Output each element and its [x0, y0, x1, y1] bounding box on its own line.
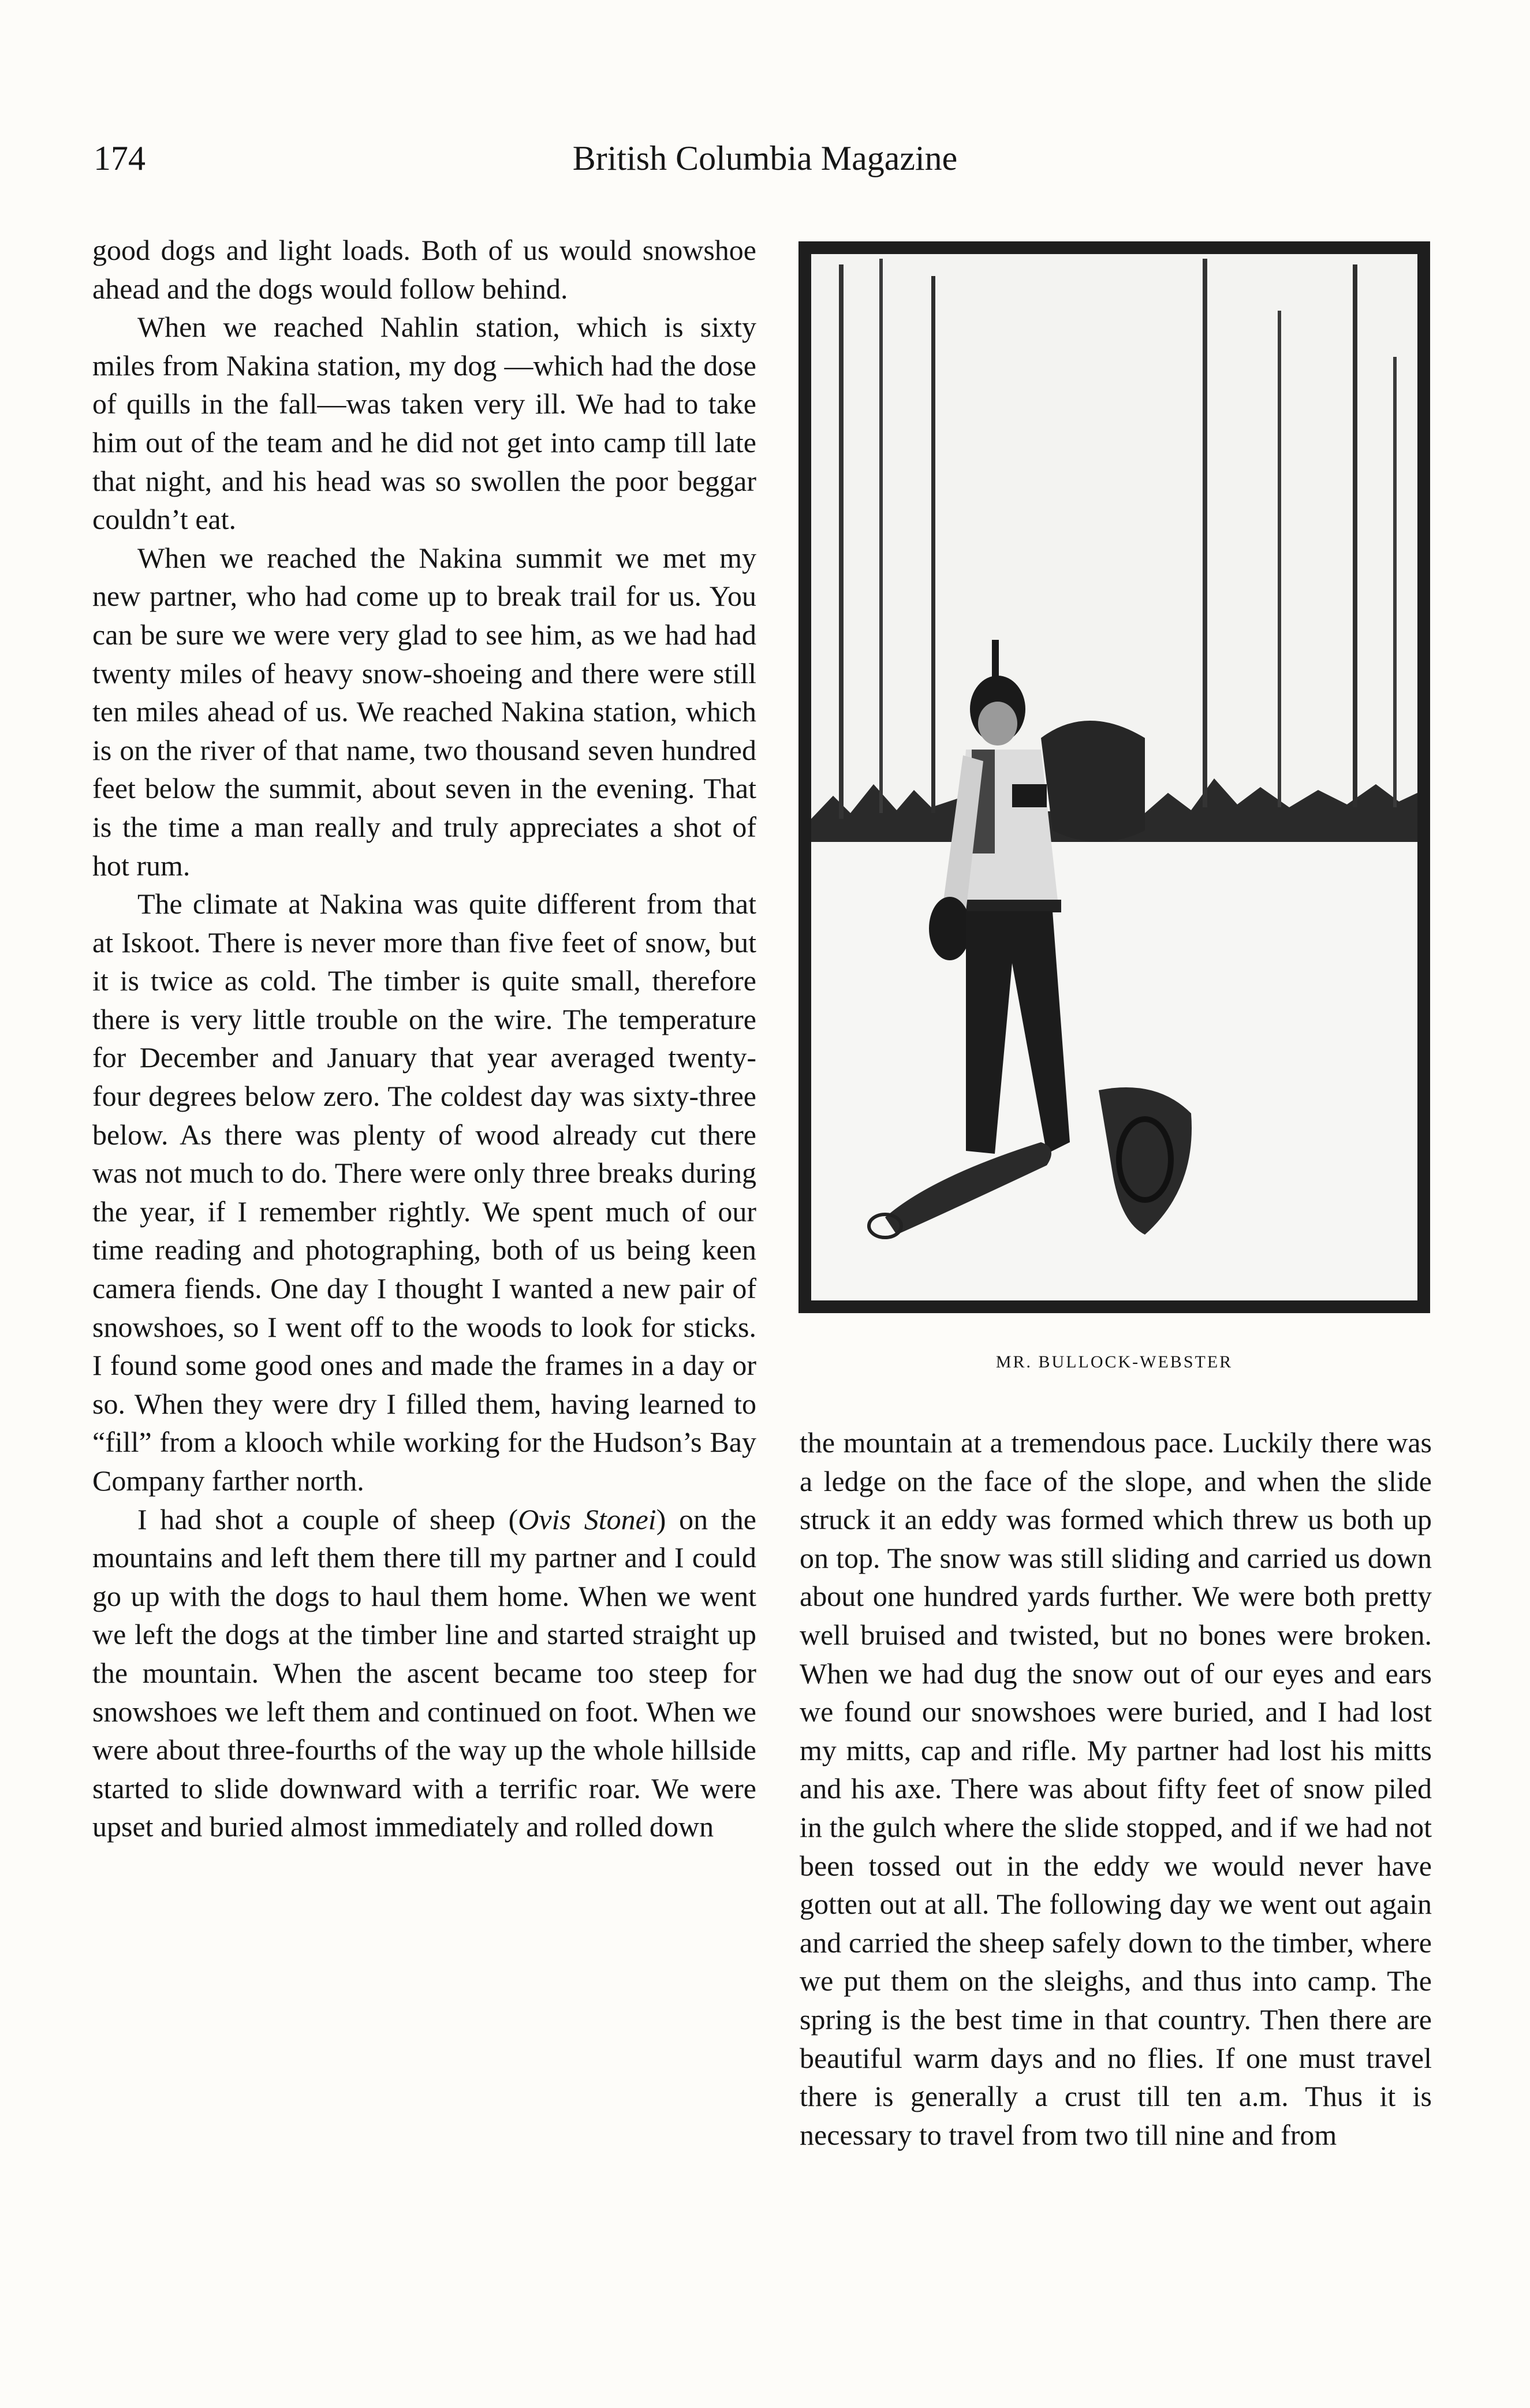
text-run: I had shot a couple of sheep ( [137, 1503, 518, 1535]
paragraph [92, 1500, 756, 1846]
photo-caption: MR. BULLOCK-WEBSTER [995, 1352, 1233, 1371]
species-name: Ovis Stonei [518, 1503, 656, 1535]
right-column [800, 1423, 1432, 2154]
photograph [798, 241, 1430, 1313]
paragraph: good dogs and light loads. Both of us would snowshoe ahead and the dogs would follow behind. [92, 234, 756, 305]
page-number: 174 [94, 139, 145, 177]
paragraph: The climate at Nakina was quite different from that at Iskoot. There is never more than five feet of snow, but it is twice as cold. The timber is quite small, therefore there is very little trouble on the wire. The temperature for December and January that year averaged twenty-four degrees below zero. The coldest day was sixty-three below. As there was plenty of wood already cut there was not much to do. There were only three breaks during the year, if I remember rightly. We spent much of our time reading and photographing, both of us being keen camera fiends. One day I thought I wanted a new pair of snowshoes, so I went off to the woods to look for sticks. I found some good ones and made the frames in a day or so. When they were dry I filled them, having learned to “fill” from a klooch while working for the Hudson’s Bay Company farther north. [92, 888, 756, 1497]
paragraph: the mountain at a tremendous pace. Luckily there was a ledge on the face of the slope, and when the slide struck it an eddy was formed which threw us both up on top. The snow was still sliding and carried us down about one hundred yards further. We were both pretty well bruised and twisted, but no bones were broken. When we had dug the snow out of our eyes and ears we found our snowshoes were buried, and I had lost my mitts, cap and rifle. My partner had lost his mitts and his axe. There was about fifty feet of snow piled in the gulch where the slide stopped, and if we had not been tossed out in the eddy we would never have gotten out at all. The following day we went out again and carried the sheep safely down to the timber, where we put them on the sleighs, and thus into camp. The spring is the best time in that country. Then there are beautiful warm days and no flies. If one must travel there is generally a crust till ten a.m. Thus it is necessary to travel from two till nine and from [800, 1426, 1432, 2151]
left-column [92, 231, 756, 1846]
running-title: British Columbia Magazine [572, 139, 958, 177]
paragraph: When we reached the Nakina summit we met my new partner, who had come up to break trail for us. You can be sure we were very glad to see him, as we had had twenty miles of heavy snow-shoeing and there were still ten miles ahead of us. We reached Nakina station, which is on the river of that name, two thousand seven hundred feet below the summit, about seven in the evening. That is the time a man really and truly appreciates a shot of hot rum. [92, 541, 756, 882]
photograph-image [798, 241, 1430, 1313]
paragraph: When we reached Nahlin station, which is sixty miles from Nakina station, my dog —which had the dose of quills in the fall—was taken very ill. We had to take him out of the team and he did not get into camp till late that night, and his head was so swollen the poor beggar couldn’t eat. [92, 311, 756, 536]
text-run: ) on the mountains and left them there till my partner and I could go up with the dogs to haul them home. When we went we left the dogs at the timber line and started straight up the mountain. When the ascent became too steep for snowshoes we left them and continued on foot. When we were about three-fourths of the way up the whole hillside started to slide downward with a terrific roar. We were upset and buried almost immediately and rolled down [92, 1503, 756, 1843]
